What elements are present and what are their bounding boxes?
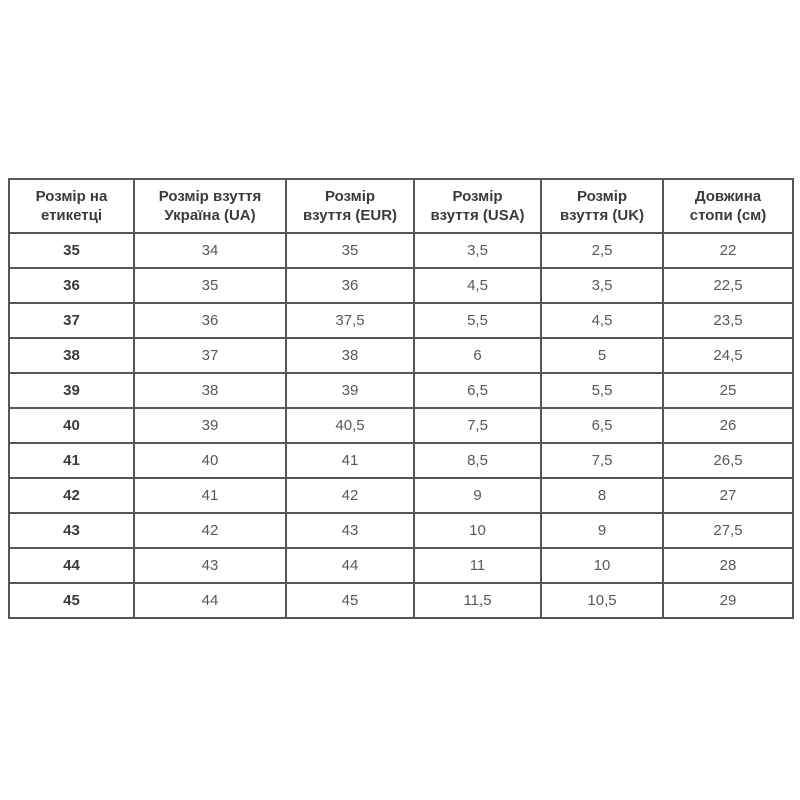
size-table-container [8, 178, 794, 619]
table-row [9, 338, 793, 373]
size-label-cell: 42 [9, 478, 134, 513]
header-cell-ua-size [134, 179, 286, 233]
size-value-cell: 6,5 [414, 373, 541, 408]
size-label-cell: 40 [9, 408, 134, 443]
size-label-cell: 37 [9, 303, 134, 338]
size-value-cell: 3,5 [414, 233, 541, 268]
size-value-cell: 39 [286, 373, 414, 408]
size-table-body [9, 233, 793, 618]
header-line: взуття (UK) [559, 207, 645, 224]
size-value-cell: 45 [286, 583, 414, 618]
size-value-cell: 10,5 [541, 583, 663, 618]
size-value-cell: 4,5 [541, 303, 663, 338]
size-label-cell: 35 [9, 233, 134, 268]
size-label-cell: 44 [9, 548, 134, 583]
size-value-cell: 43 [286, 513, 414, 548]
shoe-size-conversion-table [8, 178, 794, 619]
size-label-cell: 43 [9, 513, 134, 548]
size-value-cell: 29 [663, 583, 793, 618]
table-row [9, 303, 793, 338]
size-value-cell: 22 [663, 233, 793, 268]
size-value-cell: 34 [134, 233, 286, 268]
size-label-cell: 39 [9, 373, 134, 408]
size-value-cell: 11 [414, 548, 541, 583]
table-row [9, 548, 793, 583]
size-value-cell: 37,5 [286, 303, 414, 338]
size-value-cell: 39 [134, 408, 286, 443]
table-row [9, 408, 793, 443]
size-value-cell: 5 [541, 338, 663, 373]
size-value-cell: 41 [286, 443, 414, 478]
header-cell-foot-length [663, 179, 793, 233]
header-line: Розмір [576, 188, 628, 205]
size-value-cell: 23,5 [663, 303, 793, 338]
header-cell-uk-size [541, 179, 663, 233]
size-value-cell: 36 [286, 268, 414, 303]
size-value-cell: 42 [134, 513, 286, 548]
table-row [9, 233, 793, 268]
size-value-cell: 36 [134, 303, 286, 338]
header-cell-eur-size [286, 179, 414, 233]
size-value-cell: 4,5 [414, 268, 541, 303]
size-value-cell: 35 [286, 233, 414, 268]
size-value-cell: 41 [134, 478, 286, 513]
size-value-cell: 7,5 [414, 408, 541, 443]
size-value-cell: 22,5 [663, 268, 793, 303]
header-line: стопи (см) [689, 207, 767, 224]
size-value-cell: 8,5 [414, 443, 541, 478]
header-line: Довжина [694, 188, 762, 205]
size-value-cell: 6 [414, 338, 541, 373]
size-value-cell: 38 [286, 338, 414, 373]
header-line: Розмір взуття [158, 188, 262, 205]
table-row [9, 443, 793, 478]
size-value-cell: 27 [663, 478, 793, 513]
header-line: Розмір на [35, 188, 108, 205]
size-value-cell: 43 [134, 548, 286, 583]
size-value-cell: 40 [134, 443, 286, 478]
size-value-cell: 7,5 [541, 443, 663, 478]
size-label-cell: 45 [9, 583, 134, 618]
size-value-cell: 26,5 [663, 443, 793, 478]
size-value-cell: 44 [286, 548, 414, 583]
header-line: взуття (USA) [430, 207, 525, 224]
size-value-cell: 37 [134, 338, 286, 373]
size-value-cell: 5,5 [541, 373, 663, 408]
header-line: Розмір [452, 188, 503, 205]
table-row [9, 268, 793, 303]
size-value-cell: 10 [414, 513, 541, 548]
table-row [9, 373, 793, 408]
size-label-cell: 36 [9, 268, 134, 303]
size-value-cell: 10 [541, 548, 663, 583]
header-cell-label-size [9, 179, 134, 233]
size-value-cell: 8 [541, 478, 663, 513]
table-row [9, 513, 793, 548]
size-label-cell: 38 [9, 338, 134, 373]
size-value-cell: 42 [286, 478, 414, 513]
header-line: взуття (EUR) [302, 207, 398, 224]
size-value-cell: 25 [663, 373, 793, 408]
size-value-cell: 38 [134, 373, 286, 408]
size-value-cell: 35 [134, 268, 286, 303]
size-value-cell: 9 [541, 513, 663, 548]
size-value-cell: 3,5 [541, 268, 663, 303]
table-header-row [9, 179, 793, 233]
header-line: Розмір [324, 188, 376, 205]
header-cell-usa-size [414, 179, 541, 233]
size-value-cell: 6,5 [541, 408, 663, 443]
size-value-cell: 11,5 [414, 583, 541, 618]
size-value-cell: 28 [663, 548, 793, 583]
size-value-cell: 24,5 [663, 338, 793, 373]
size-value-cell: 2,5 [541, 233, 663, 268]
size-value-cell: 26 [663, 408, 793, 443]
table-row [9, 583, 793, 618]
size-value-cell: 27,5 [663, 513, 793, 548]
size-value-cell: 9 [414, 478, 541, 513]
header-line: етикетці [40, 207, 103, 224]
size-value-cell: 5,5 [414, 303, 541, 338]
size-value-cell: 44 [134, 583, 286, 618]
size-value-cell: 40,5 [286, 408, 414, 443]
size-label-cell: 41 [9, 443, 134, 478]
header-line: Україна (UA) [164, 207, 256, 224]
table-row [9, 478, 793, 513]
